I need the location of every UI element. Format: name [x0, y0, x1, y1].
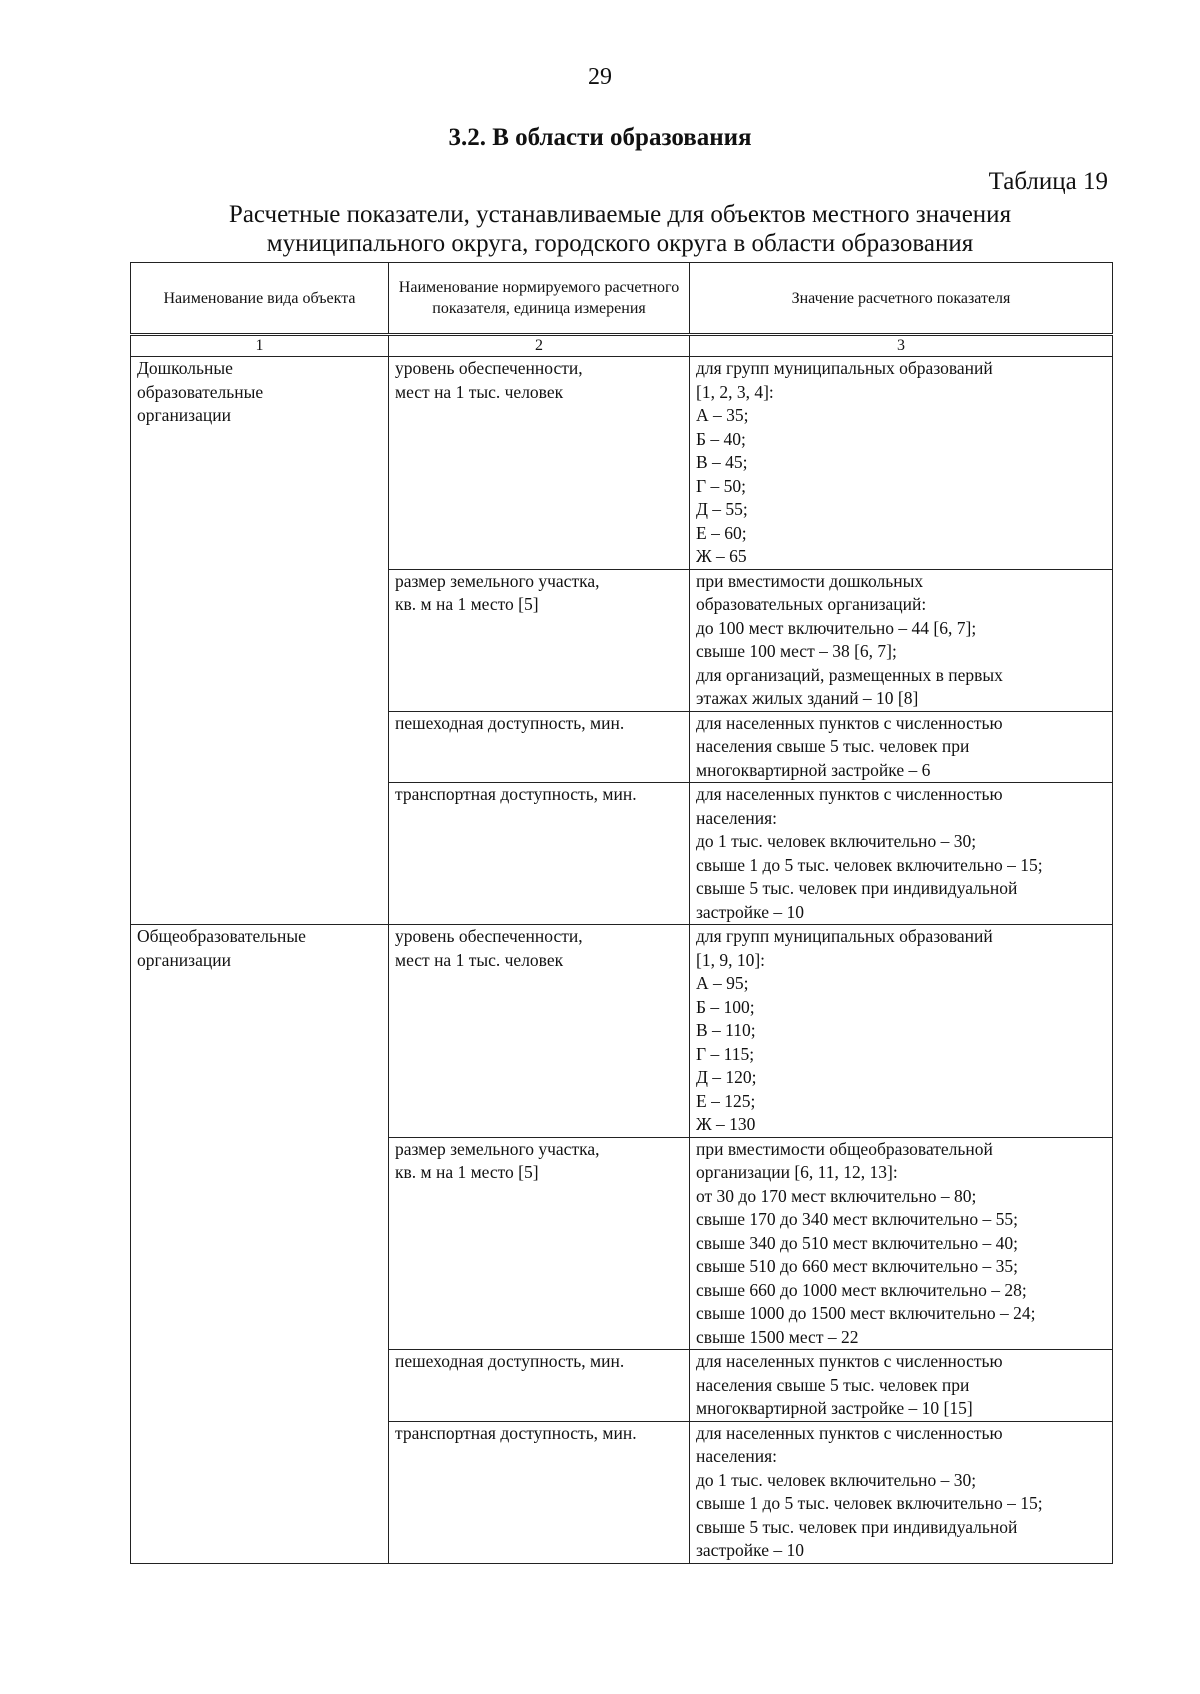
- value-line: организации [6, 11, 12, 13]:: [696, 1162, 898, 1182]
- value-line: В – 110;: [696, 1020, 756, 1040]
- indicator-line: мест на 1 тыс. человек: [395, 381, 564, 402]
- indicator-line: кв. м на 1 место [5]: [395, 594, 539, 614]
- value-line: Д – 120;: [696, 1067, 757, 1087]
- value-line: А – 95;: [696, 973, 749, 993]
- header-object-type: Наименование вида объекта: [131, 263, 389, 335]
- indicator-line: уровень обеспеченности,: [395, 926, 583, 946]
- value-line: многоквартирной застройке – 10 [15]: [696, 1398, 973, 1418]
- object-type-line: Дошкольные: [137, 358, 233, 378]
- value-line: при вместимости дошкольных: [696, 570, 924, 591]
- value-line: Ж – 130: [696, 1114, 756, 1134]
- value-line: В – 45;: [696, 452, 748, 472]
- value-line: для населенных пунктов с численностью: [696, 784, 1003, 804]
- value-line: до 100 мест включительно – 44 [6, 7];: [696, 617, 977, 638]
- object-type-cell: [131, 357, 389, 925]
- indicator-line: транспортная доступность, мин.: [395, 1422, 637, 1443]
- indicator-line: уровень обеспеченности,: [395, 358, 583, 378]
- indicator-cell: [389, 1421, 690, 1563]
- indicator-cell: [389, 1137, 690, 1350]
- column-number: 2: [389, 335, 690, 357]
- value-line: многоквартирной застройке – 6: [696, 759, 931, 780]
- indicator-line: размер земельного участка,: [395, 1138, 600, 1159]
- header-value: Значение расчетного показателя: [690, 263, 1113, 335]
- value-line: этажах жилых зданий – 10 [8]: [696, 688, 919, 708]
- value-line: свыше 660 до 1000 мест включительно – 28;: [696, 1279, 1027, 1300]
- header-indicator: Наименование нормируемого расчетного показателя, единица измерения: [389, 263, 690, 335]
- value-line: Е – 125;: [696, 1090, 756, 1111]
- value-cell: [690, 711, 1113, 783]
- value-line: Д – 55;: [696, 499, 748, 519]
- table-row: [131, 925, 1113, 1138]
- value-line: для организаций, размещенных в первых: [696, 664, 1003, 685]
- indicator-cell: [389, 711, 690, 783]
- indicator-cell: [389, 357, 690, 570]
- indicator-cell: [389, 783, 690, 925]
- indicator-cell: [389, 569, 690, 711]
- section-heading: 3.2. В области образования: [448, 124, 752, 151]
- page-number: 29: [588, 64, 612, 90]
- table-caption-line: муниципального округа, городского округа в области образования: [266, 230, 974, 257]
- value-line: свыше 1500 мест – 22: [696, 1326, 859, 1347]
- value-line: Б – 40;: [696, 428, 746, 449]
- value-line: [1, 2, 3, 4]:: [696, 381, 774, 402]
- value-line: для групп муниципальных образований: [696, 358, 993, 378]
- value-line: Г – 50;: [696, 475, 746, 496]
- value-line: до 1 тыс. человек включительно – 30;: [696, 831, 977, 851]
- value-line: населения свыше 5 тыс. человек при: [696, 736, 970, 756]
- object-type-line: организации: [137, 949, 231, 970]
- value-cell: [690, 925, 1113, 1138]
- value-line: А – 35;: [696, 405, 749, 425]
- value-line: застройке – 10: [696, 1540, 805, 1560]
- norms-table: [130, 262, 1113, 1564]
- indicator-line: транспортная доступность, мин.: [395, 784, 637, 804]
- value-line: свыше 1 до 5 тыс. человек включительно – 15;: [696, 1493, 1043, 1513]
- value-line: застройке – 10: [696, 901, 805, 922]
- value-line: населения:: [696, 1446, 778, 1466]
- value-line: населения:: [696, 807, 778, 828]
- value-line: Б – 100;: [696, 996, 755, 1017]
- object-type-cell: [131, 925, 389, 1564]
- column-number: 3: [690, 335, 1113, 357]
- value-line: от 30 до 170 мест включительно – 80;: [696, 1185, 977, 1206]
- indicator-cell: [389, 925, 690, 1138]
- value-line: образовательных организаций:: [696, 594, 927, 614]
- value-line: Ж – 65: [696, 546, 747, 566]
- value-line: свыше 5 тыс. человек при индивидуальной: [696, 1516, 1018, 1537]
- value-line: населения свыше 5 тыс. человек при: [696, 1374, 970, 1395]
- indicator-cell: [389, 1350, 690, 1422]
- value-line: свыше 340 до 510 мест включительно – 40;: [696, 1232, 1018, 1253]
- value-cell: [690, 1421, 1113, 1563]
- value-line: для населенных пунктов с численностью: [696, 712, 1003, 733]
- value-line: для населенных пунктов с численностью: [696, 1351, 1003, 1371]
- value-cell: [690, 783, 1113, 925]
- value-line: Г – 115;: [696, 1043, 755, 1064]
- indicator-line: пешеходная доступность, мин.: [395, 712, 625, 733]
- value-cell: [690, 1137, 1113, 1350]
- column-number-row: [131, 335, 1113, 357]
- value-line: Е – 60;: [696, 522, 747, 543]
- value-line: [1, 9, 10]:: [696, 949, 766, 970]
- value-line: для групп муниципальных образований: [696, 926, 993, 946]
- object-type-line: образовательные: [137, 381, 264, 402]
- value-line: свыше 1 до 5 тыс. человек включительно – 15;: [696, 854, 1043, 875]
- indicator-line: кв. м на 1 место [5]: [395, 1162, 539, 1182]
- value-line: свыше 170 до 340 мест включительно – 55;: [696, 1209, 1018, 1229]
- value-line: свыше 5 тыс. человек при индивидуальной: [696, 878, 1018, 898]
- value-cell: [690, 1350, 1113, 1422]
- value-line: свыше 510 до 660 мест включительно – 35;: [696, 1256, 1018, 1276]
- object-type-line: Общеобразовательные: [137, 926, 306, 946]
- table-label: Таблица 19: [988, 168, 1108, 195]
- indicator-line: мест на 1 тыс. человек: [395, 949, 564, 970]
- value-line: до 1 тыс. человек включительно – 30;: [696, 1469, 977, 1490]
- indicator-line: размер земельного участка,: [395, 570, 600, 591]
- table-row: [131, 357, 1113, 570]
- column-number: 1: [131, 335, 389, 357]
- value-line: для населенных пунктов с численностью: [696, 1422, 1003, 1443]
- indicator-line: пешеходная доступность, мин.: [395, 1351, 625, 1371]
- value-line: при вместимости общеобразовательной: [696, 1138, 993, 1159]
- value-line: свыше 1000 до 1500 мест включительно – 24;: [696, 1303, 1036, 1323]
- value-cell: [690, 569, 1113, 711]
- table-caption: [130, 200, 1110, 258]
- value-cell: [690, 357, 1113, 570]
- value-line: свыше 100 мест – 38 [6, 7];: [696, 641, 897, 661]
- object-type-line: организации: [137, 405, 231, 425]
- header-row: [131, 263, 1113, 335]
- table-body: [131, 335, 1113, 1564]
- table-caption-line: Расчетные показатели, устанавливаемые для объектов местного значения: [228, 201, 1012, 228]
